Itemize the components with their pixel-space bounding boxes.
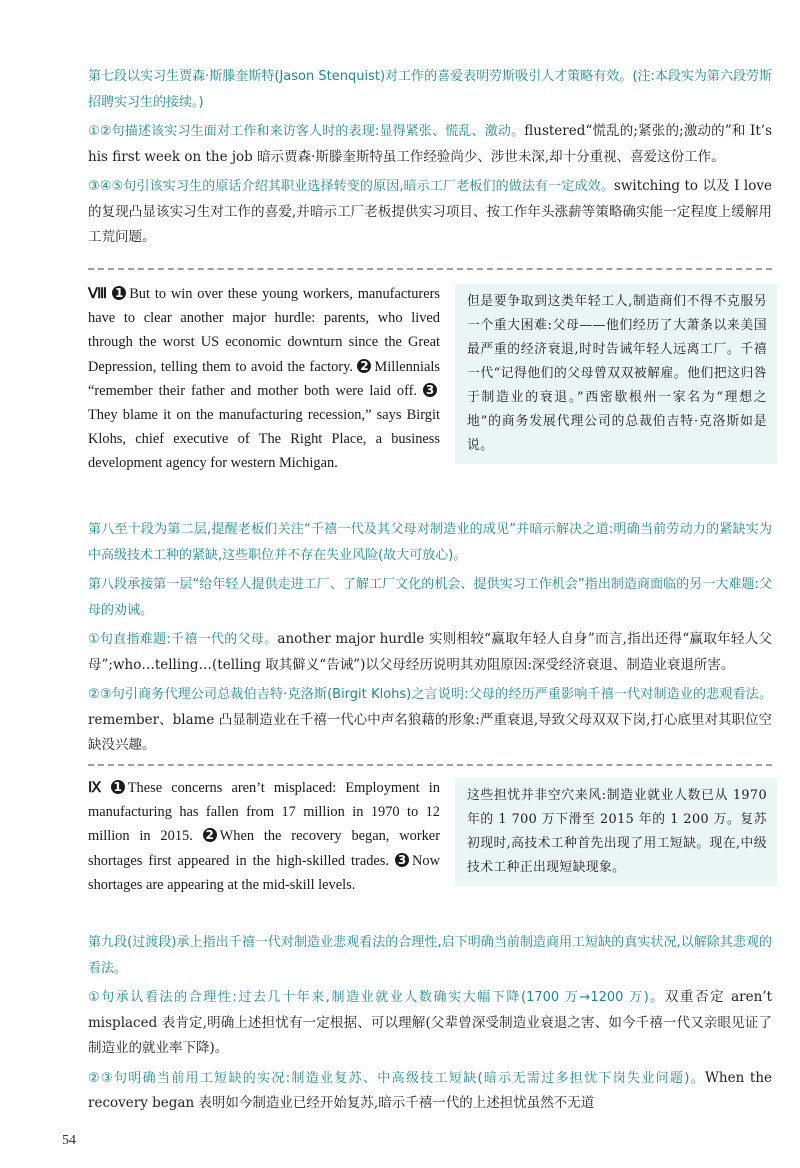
section9-note2 xyxy=(88,1066,772,1117)
paragraph-9-sentence-1: These concerns aren’t misplaced: Employment in manufacturing has fallen from 17 million in 1970 to 12 million in 2015. xyxy=(88,780,440,845)
paragraph-8-sentence-1: But to win over these young workers, manufacturers have to clear another major hurdle: parents, who lived through the worst US economic downturn since the Great Depression, telling them to avoid the factory. xyxy=(88,286,440,375)
paragraph-9-sentence-3: Now shortages are appearing at the mid-skill levels. xyxy=(88,852,440,893)
paragraph-9-translation: 这些担忧并非空穴来风:制造业就业人数已从 1970 年的 1 700 万下滑至 2015 年的 1 200 万。复苏初现时,高技术工种首先出现了用工短缺。现在,中级技术工种正出现短缺现象。 xyxy=(467,788,767,875)
section8-note1-text: another major hurdle 实则相较“赢取年轻人自身”而言,指出还得“赢取年轻人父母”;who…telling…(telling 取其僻义“告诫”)以父母经历说明其劝阻原因:深受经济衰退、制造业衰退所害。 xyxy=(88,631,772,673)
section7-note1-highlight: ①②句描述该实习生面对工作和来访客人时的表现:显得紧张、慌乱、激动。 xyxy=(88,124,525,139)
section8-note2-highlight: ②③句引商务代理公司总裁伯吉特·克洛斯(Birgit Klohs)之言说明:父母的经历严重影响千禧一代对制造业的悲观看法。 xyxy=(88,687,772,702)
section8-note2 xyxy=(88,682,772,759)
section9-note1 xyxy=(88,985,772,1062)
section8-intro: 第八段承接第一层“给年轻人提供走进工厂、了解工厂文化的机会、提供实习工作机会”指出制造商面临的另一大难题:父母的劝诫。 xyxy=(88,577,772,618)
sentence-marker: 3 xyxy=(423,383,437,397)
paragraph-8-english xyxy=(88,282,440,476)
section7-summary: 第七段以实习生贾森·斯滕奎斯特(Jason Stenquist)对工作的喜爱表明劳斯吸引人才策略有效。(注:本段实为第六段劳斯招聘实习生的接续。) xyxy=(88,69,772,110)
paragraph-8-sentence-2: Millennials “remember their father and mother both were laid off. xyxy=(88,358,440,399)
divider xyxy=(88,764,772,766)
sentence-marker: 1 xyxy=(111,780,125,794)
section9-note2-highlight: ②③句明确当前用工短缺的实况:制造业复苏、中高级技工短缺(暗示无需过多担忧下岗失业问题)。 xyxy=(88,1070,706,1086)
section9-commentary xyxy=(88,930,772,1121)
section8-note2-text: remember、blame 凸显制造业在千禧一代心中声名狼藉的形象:严重衰退,导致父母双双下岗,打心底里对其职位空缺没兴趣。 xyxy=(88,711,772,753)
paragraph-9-translation-box xyxy=(455,778,777,886)
section9-note1-highlight: ①句承认看法的合理性:过去几十年来,制造业就业人数确实大幅下降(1700 万→1200 万)。 xyxy=(88,990,665,1005)
sentence-marker: 2 xyxy=(357,359,371,373)
paragraph-9-sentence-2: When the recovery began, worker shortages first appeared in the high-skilled trades. xyxy=(88,828,440,869)
section8-commentary xyxy=(88,517,772,763)
paragraph-8-translation: 但是要争取到这类年轻工人,制造商们不得不克服另一个重大困难:父母——他们经历了大萧条以来美国最严重的经济衰退,时时告诫年轻人远离工厂。千禧一代“记得他们的父母曾双双被解雇。他们把这归咎于制造业的衰退。”西密歇根州一家名为“理想之地”的商务发展代理公司的总裁伯吉特·克洛斯如是说。 xyxy=(467,294,767,453)
paragraph-9-english xyxy=(88,776,440,897)
section7-note1 xyxy=(88,119,772,170)
section7-note2-highlight: ③④⑤句引该实习生的原话介绍其职业选择转变的原因,暗示工厂老板们的做法有一定成效。 xyxy=(88,179,614,194)
page-number: 54 xyxy=(62,1133,76,1148)
section9-note2-text: When the recovery began 表明如今制造业已经开始复苏,暗示千禧一代的上述担忧虽然不无道 xyxy=(88,1069,773,1111)
sentence-marker: 2 xyxy=(203,828,217,842)
section9-summary: 第九段(过渡段)承上指出千禧一代对制造业悲观看法的合理性,启下明确当前制造商用工短缺的真实状况,以解除其悲观的看法。 xyxy=(88,935,772,976)
divider xyxy=(88,268,772,270)
section7-commentary xyxy=(88,64,772,255)
section8-note1-highlight: ①句直指难题:千禧一代的父母。 xyxy=(88,632,278,647)
section8-summary: 第八至十段为第二层,提醒老板们关注“千禧一代及其父母对制造业的成见”并暗示解决之道:明确当前劳动力的紧缺实为中高级技术工种的紧缺,这些职位并不存在失业风险(故大可放心)。 xyxy=(88,522,772,563)
section8-note1 xyxy=(88,627,772,678)
paragraph-8-sentence-3: They blame it on the manufacturing recession,” says Birgit Klohs, chief executive of The Right Place, a business development agency for western Michigan. xyxy=(88,407,440,472)
section9-note1-text: 双重否定 aren’t misplaced 表肯定,明确上述担忧有一定根据、可以理解(父辈曾深受制造业衰退之害、如今千禧一代又亲眼见证了制造业的就业率下降)。 xyxy=(88,989,772,1056)
sentence-marker: 3 xyxy=(395,853,409,867)
sentence-marker: 1 xyxy=(112,286,126,300)
paragraph-9-number: Ⅸ xyxy=(88,780,107,796)
section7-note1-text: flustered“慌乱的;紧张的;激动的”和 It’s his first week on the job 暗示贾森·斯滕奎斯特虽工作经验尚少、涉世未深,却十分重视、喜爱这份工作。 xyxy=(88,123,772,165)
section7-note2-text: switching to 以及 I love 的复现凸显该实习生对工作的喜爱,并暗示工厂老板提供实习项目、按工作年头涨薪等策略确实能一定程度上缓解用工荒问题。 xyxy=(88,178,772,245)
paragraph-8-number: Ⅷ xyxy=(88,286,109,302)
section7-note2 xyxy=(88,174,772,251)
paragraph-8-translation-box xyxy=(455,284,777,464)
